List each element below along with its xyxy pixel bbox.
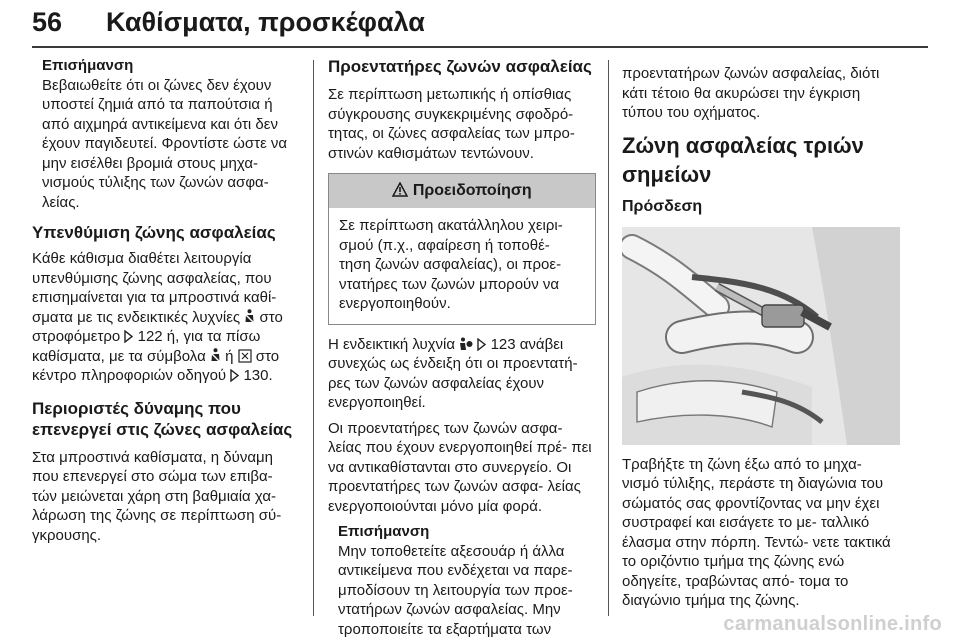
page-reference-icon xyxy=(477,338,486,351)
section-heading-pretensioners: Προεντατήρες ζωνών ασφαλείας xyxy=(328,57,592,76)
warning-box xyxy=(328,173,596,325)
seatbelt-illustration xyxy=(622,227,900,445)
column-1 xyxy=(32,56,300,545)
continued-paragraph: προεντατήρων ζωνών ασφαλείας, διότι κάτι τέτοιο θα ακυρώσει την έγκριση τύπου του οχήματος. xyxy=(622,65,880,121)
column-divider-2 xyxy=(608,60,609,616)
pretensioner-paragraph: Σε περίπτωση μετωπικής ή οπίσθιας σύγκρουσης συγκεκριμένης σφοδρό- τητας, οι ζώνες ασφαλείας των μπρο- στινών καθισμάτων τεντώνουν. xyxy=(328,86,575,162)
note-body: Βεβαιωθείτε ότι οι ζώνες δεν έχουν υποστεί ζημιά από τα παπούτσια ή από αιχμηρά αντικείμενα και ότι δεν έχουν παγιδευτεί. Φροντίστε ώστε να μην εισέλθει βρομιά στους μηχα- νισμούς τύλιξης των ζωνών ασφα- λείας. xyxy=(42,76,288,211)
airbag-control-lamp-icon xyxy=(459,337,473,351)
note-title: Επισήμανση xyxy=(42,57,134,74)
page-reference-icon xyxy=(230,369,239,382)
warning-header xyxy=(329,174,595,208)
control-lamp-paragraph: Η ενδεικτική λυχνία 123 ανάβει συνεχώς ως ένδειξη ότι οι προεντατή- ρες των ζωνών ασφαλείας έχουν ενεργοποιηθεί. xyxy=(328,335,578,411)
replacement-paragraph: Οι προεντατήρες των ζωνών ασφα- λείας που έχουν ενεργοποιηθεί πρέ- πει να αντικαθίστανται στο συνεργείο. Οι προεντατήρες των ζωνών ασφα- λείας ενεργοποιούνται μόνο μία φορά. xyxy=(328,419,592,515)
column-3 xyxy=(622,64,900,611)
warning-text: Σε περίπτωση ακατάλληλου χειρι- σμού (π.χ., αφαίρεση ή τοποθέ- τηση ζωνών ασφαλείας), οι προε- ντατήρες των ζωνών μπορούν να ενεργοποιηθούν. xyxy=(339,217,563,312)
watermark-text: carmanualsonline.info xyxy=(723,613,942,635)
section-heading-three-point-belt: Ζώνη ασφαλείας τριών σημείων xyxy=(622,132,864,187)
column-divider-1 xyxy=(313,60,314,616)
page-number: 56 xyxy=(32,6,63,37)
section-heading-reminder: Υπενθύμιση ζώνης ασφαλείας xyxy=(32,223,276,242)
section-heading-load-limiter: Περιοριστές δύναμης που επενεργεί στις ζώνες ασφαλείας xyxy=(32,398,293,439)
seatbelt-person-icon xyxy=(244,309,255,324)
page-header xyxy=(32,0,928,44)
subsection-heading-fastening: Πρόσδεση xyxy=(622,197,703,215)
header-rule xyxy=(32,46,928,48)
note-body: Μην τοποθετείτε αξεσουάρ ή άλλα αντικείμενα που ενδέχεται να παρε- μποδίσουν τη λειτουργία των προε- ντατήρων ζωνών ασφαλείας. Μην τροποποιείτε τα εξαρτήματα των xyxy=(338,542,573,638)
reminder-paragraph: Κάθε κάθισμα διαθέτει λειτουργία υπενθύμισης ζώνης ασφαλείας, που επισημαίνεται για τα μπροστινά καθί- σματα με τις ενδεικτικές λυχνίες στο στροφόμετρο 122 ή, για τα πίσω καθίσματα, με τα σύμβολα ή στο κέντρο πληροφοριών οδηγού 130. xyxy=(32,250,283,384)
column-2 xyxy=(328,56,594,639)
warning-triangle-icon xyxy=(392,182,408,197)
page-title: Καθίσματα, προσκέφαλα xyxy=(106,6,425,37)
rear-seat-status-icon xyxy=(238,349,252,363)
rear-seatbelt-icon xyxy=(210,348,221,363)
fastening-paragraph: Τραβήξτε τη ζώνη έξω από το μηχα- νισμό τύλιξης, περάστε τη διαγώνια του σώματός σας φροντίζοντας να μην έχει συστραφεί και εισάγετε το με- ταλλικό έλασμα στην πόρπη. Τεντώ- νετε τακτικά το οριζόντιο τμήμα της ζώνης ενώ οδηγείτε, τραβώντας από- τομα το διαγώνιο τμήμα της ζώνης. xyxy=(622,455,891,609)
note-title: Επισήμανση xyxy=(338,523,430,540)
seatbelt-fastening-drawing xyxy=(622,227,900,445)
page-reference-icon xyxy=(124,330,133,343)
load-limiter-paragraph: Στα μπροστινά καθίσματα, η δύναμη που επενεργεί στο σώμα των επιβα- τών μειώνεται χάρη στη βαθμιαία χα- λάρωση της ζώνης σε περίπτωση σύ- γκρουσης. xyxy=(32,448,282,544)
warning-title: Προειδοποίηση xyxy=(412,182,532,199)
